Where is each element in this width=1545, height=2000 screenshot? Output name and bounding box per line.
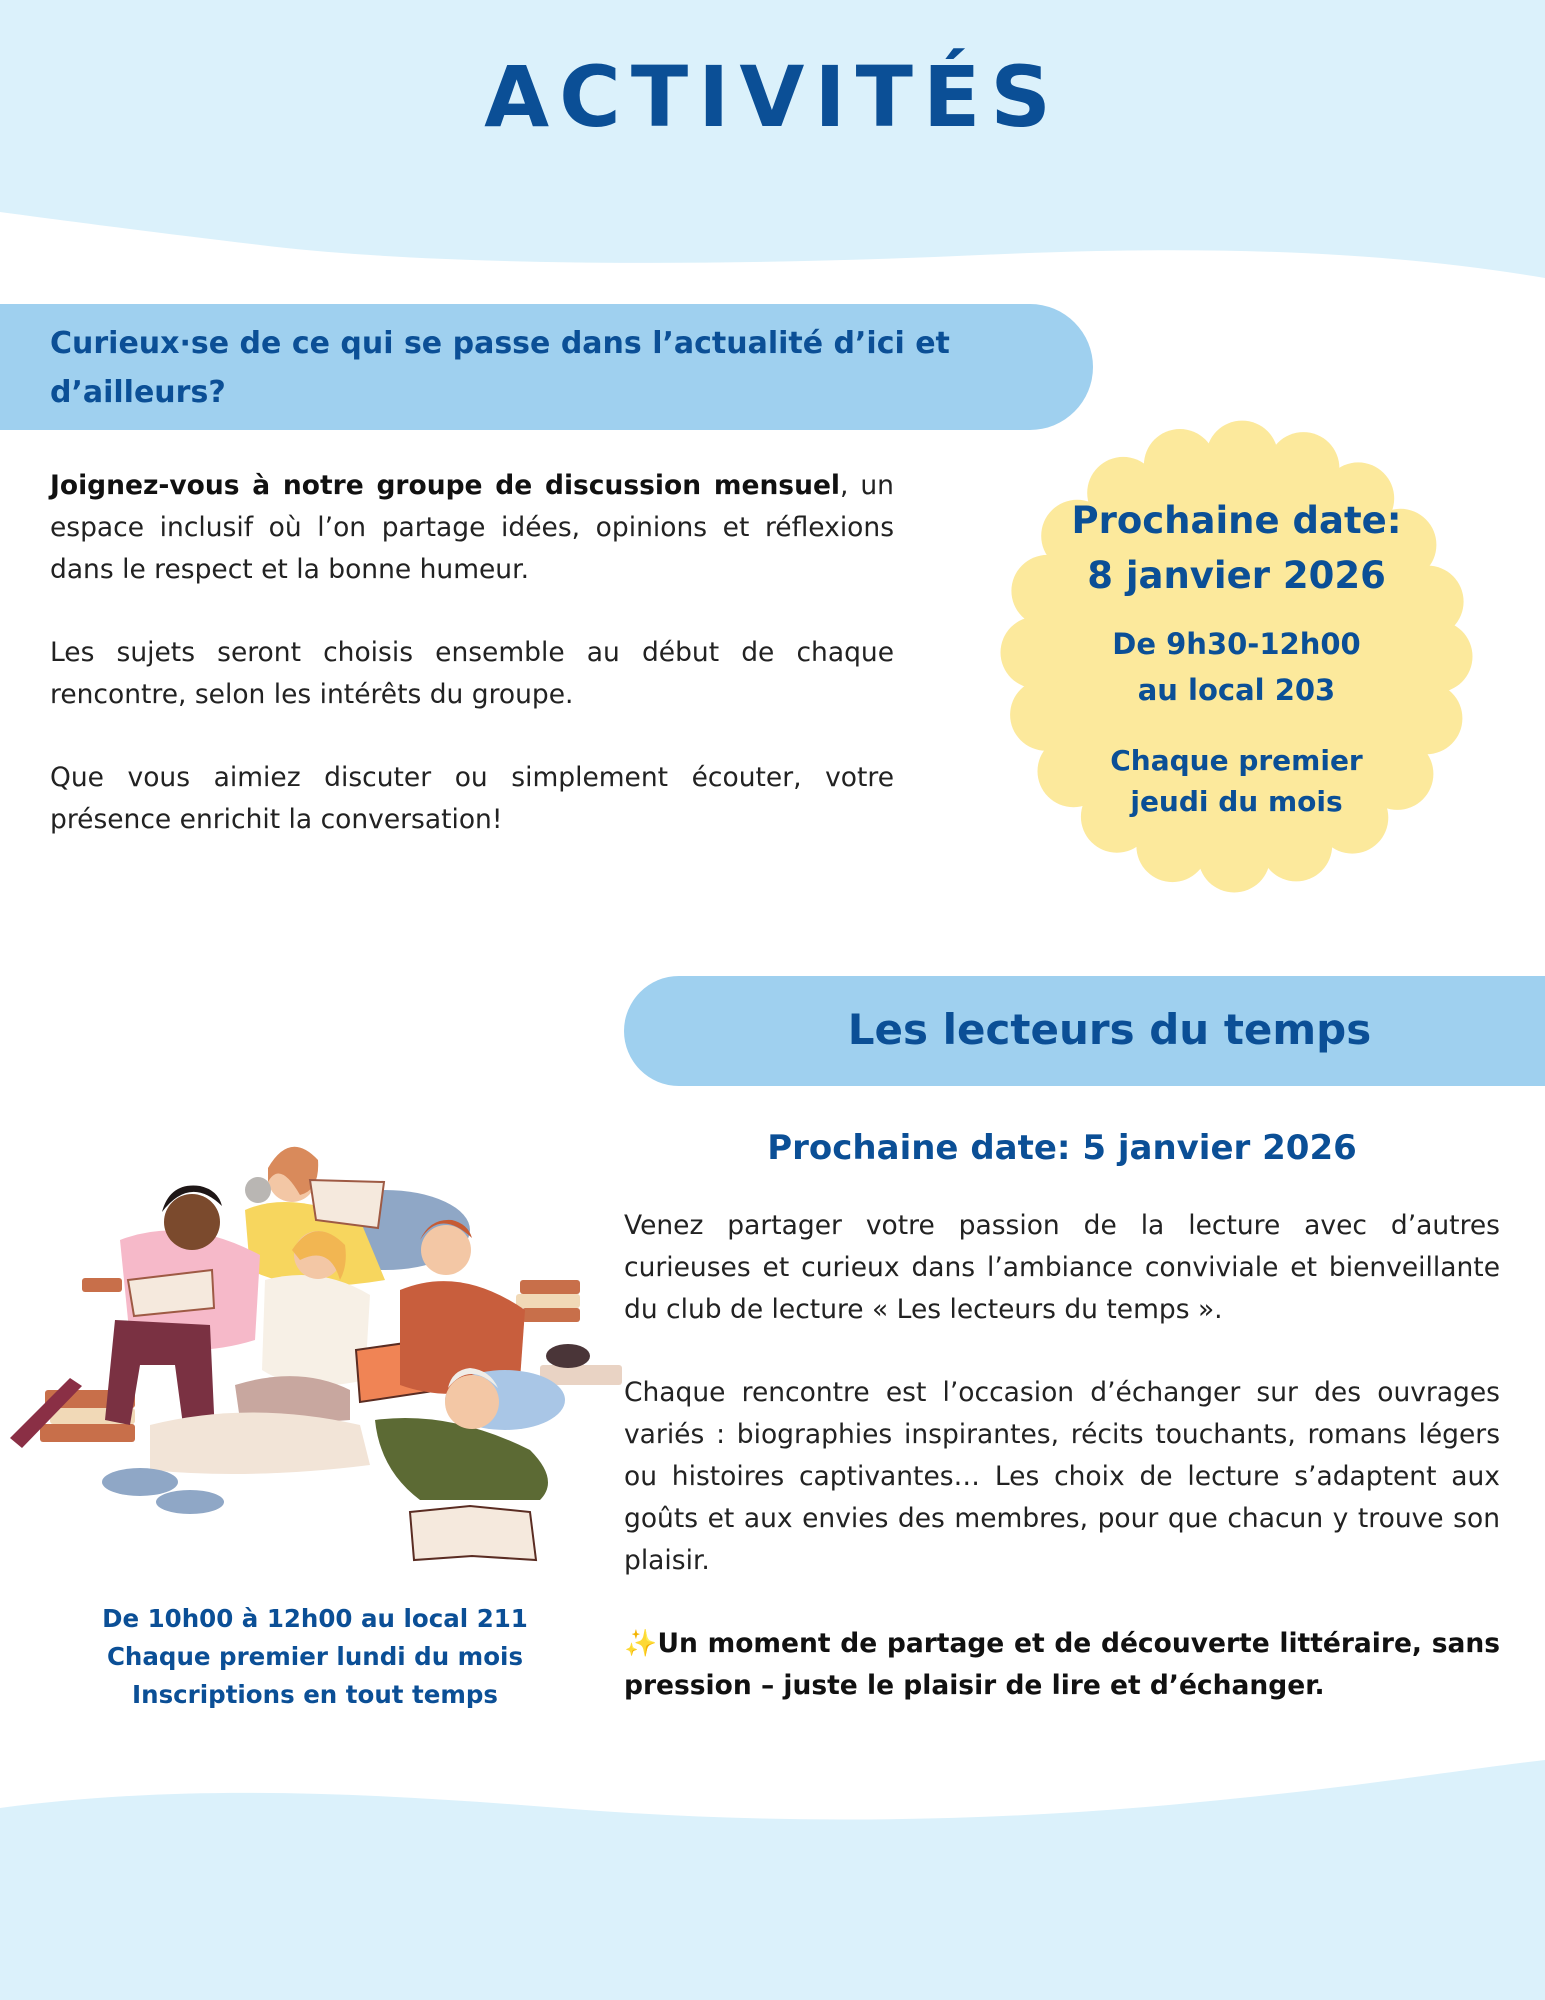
readers-illustration <box>0 1120 630 1580</box>
page-title: ACTIVITÉS <box>484 48 1061 146</box>
reading-club-description <box>624 1205 1500 1748</box>
discussion-question: Curieux·se de ce qui se passe dans l’actualité d’ici et d’ailleurs? <box>50 326 950 410</box>
reading-club-highlight-block <box>624 1623 1500 1707</box>
discussion-intro <box>50 465 894 591</box>
reading-club-paragraph2: Chaque rencontre est l’occasion d’échanger sur des ouvrages variés : biographies inspirantes, récits touchants, romans légers ou histoires captivantes… Les choix de lecture s’adaptent aux goûts et aux envies des membres, pour que chacun y trouve son plaisir. <box>624 1377 1500 1576</box>
discussion-intro-bold: Joignez-vous à notre groupe de discussion mensuel <box>50 470 840 501</box>
sparkle-icon: ✨ <box>624 1628 658 1659</box>
reading-club-time: De 10h00 à 12h00 au local 211 <box>102 1604 528 1633</box>
discussion-intro-rest: , un espace inclusif où l’on partage idées, opinions et réflexions dans le respect et la bonne humeur. <box>50 470 894 585</box>
discussion-invitation: Que vous aimiez discuter ou simplement écouter, votre présence enrichit la conversation! <box>50 762 894 835</box>
badge-label: Prochaine date: <box>1071 499 1402 542</box>
date-badge-content <box>978 493 1495 822</box>
reader-man-pink <box>105 1186 260 1440</box>
reading-club-next-date: Prochaine date: 5 janvier 2026 <box>767 1128 1357 1168</box>
reading-club-highlight: Un moment de partage et de découverte littéraire, sans pression – juste le plaisir de lire et d’échanger. <box>624 1628 1500 1701</box>
reading-club-frequency: Chaque premier lundi du mois <box>106 1642 524 1671</box>
reading-club-paragraph1: Venez partager votre passion de la lecture avec d’autres curieuses et curieux dans l’ambiance conviviale et bienveillante du club de lecture « Les lecteurs du temps ». <box>624 1210 1500 1325</box>
badge-date: 8 janvier 2026 <box>1087 554 1386 597</box>
badge-frequency-line1: Chaque premier <box>1110 744 1363 777</box>
reading-club-signup: Inscriptions en tout temps <box>132 1680 498 1709</box>
badge-frequency-line2: jeudi du mois <box>1130 785 1343 818</box>
discussion-topics: Les sujets seront choisis ensemble au début de chaque rencontre, selon les intérêts du groupe. <box>50 637 894 710</box>
badge-time: De 9h30-12h00 <box>1112 627 1361 661</box>
badge-room: au local 203 <box>1137 673 1336 707</box>
reading-club-title: Les lecteurs du temps <box>847 1005 1372 1054</box>
reading-club-info <box>20 1600 610 1714</box>
discussion-description <box>50 465 894 882</box>
